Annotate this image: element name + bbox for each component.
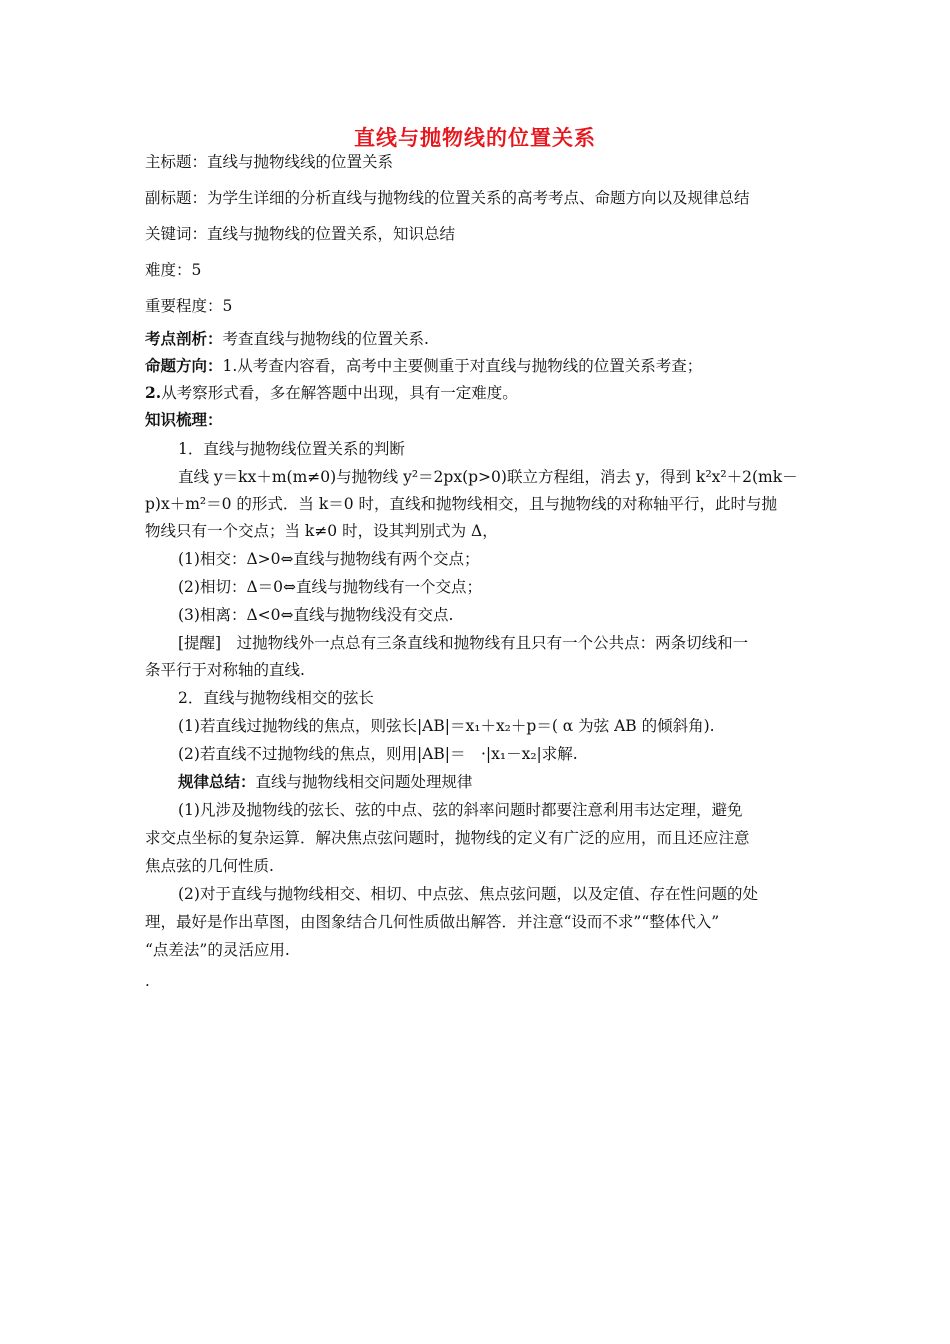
case-intersect: (1)相交：Δ>0⇔直线与抛物线有两个交点；: [178, 550, 480, 568]
section1-para-line1: 直线 y＝kx＋m(m≠0)与抛物线 y²＝2px(p>0)联立方程组，消去 y，得到 k²x²＋2(mk－: [178, 468, 798, 486]
summary2-line2: 理，最好是作出草图，由图象结合几何性质做出解答．并注意“设而不求”“整体代入”: [145, 913, 720, 931]
mingti-2-text: 从考察形式看，多在解答题中出现，具有一定难度。: [161, 384, 518, 402]
chord-case1: (1)若直线过抛物线的焦点，则弦长|AB|＝x₁＋x₂＋p＝( α 为弦 AB 的倾斜角).: [178, 717, 715, 735]
mingti-label: 命题方向：: [145, 356, 223, 375]
summary1-line1: (1)凡涉及抛物线的弦长、弦的中点、弦的斜率问题时都要注意利用韦达定理，避免: [178, 801, 743, 819]
summary2-line1: (2)对于直线与抛物线相交、相切、中点弦、焦点弦问题，以及定值、存在性问题的处: [178, 885, 758, 903]
chord-case2: (2)若直线不过抛物线的焦点，则用|AB|＝ ·|x₁－x₂|求解.: [178, 745, 578, 763]
kaodian-line: [145, 329, 429, 349]
kaodian-text: 考查直线与抛物线的位置关系.: [222, 330, 429, 348]
tip-line2: 条平行于对称轴的直线.: [145, 661, 305, 679]
end-mark: .: [145, 972, 150, 990]
case-tangent: (2)相切：Δ＝0⇔直线与抛物线有一个交点；: [178, 578, 482, 596]
summary1-line3: 焦点弦的几何性质.: [145, 857, 274, 875]
summary2-line3: “点差法”的灵活应用.: [145, 941, 290, 959]
section2-heading: 2．直线与抛物线相交的弦长: [178, 689, 374, 707]
mingti-text: 1.从考查内容看，高考中主要侧重于对直线与抛物线的位置关系考查；: [222, 357, 703, 375]
tip-line1: [提醒] 过抛物线外一点总有三条直线和抛物线有且只有一个公共点：两条切线和一: [178, 634, 749, 652]
mingti-2-line: [145, 383, 518, 403]
summary-text: 直线与抛物线相交问题处理规律: [255, 773, 473, 791]
kaodian-label: 考点剖析：: [145, 329, 223, 348]
main-title-line: 主标题：直线与抛物线线的位置关系: [145, 153, 394, 171]
summary1-line2: 求交点坐标的复杂运算．解决焦点弦问题时，抛物线的定义有广泛的应用，而且还应注意: [145, 829, 750, 847]
mingti-2-label: 2.: [145, 383, 162, 402]
zhishi-label: 知识梳理：: [145, 410, 223, 429]
case-separate: (3)相离：Δ<0⇔直线与抛物线没有交点.: [178, 606, 454, 624]
summary-label: 规律总结：: [178, 772, 256, 791]
page-title: 直线与抛物线的位置关系: [354, 126, 596, 150]
importance-line: 重要程度：5: [145, 297, 233, 315]
mingti-line: [145, 356, 702, 376]
subtitle-line: 副标题：为学生详细的分析直线与抛物线的位置关系的高考考点、命题方向以及规律总结: [145, 189, 750, 207]
section1-para-line3: 物线只有一个交点；当 k≠0 时，设其判别式为 Δ，: [145, 522, 498, 540]
summary-heading: [178, 772, 473, 792]
section1-para-line2: p)x＋m²＝0 的形式．当 k＝0 时，直线和抛物线相交，且与抛物线的对称轴平行，此时与抛: [145, 495, 778, 513]
section1-heading: 1．直线与抛物线位置关系的判断: [178, 440, 405, 458]
keywords-line: 关键词：直线与抛物线的位置关系，知识总结: [145, 225, 456, 243]
difficulty-line: 难度：5: [145, 261, 202, 279]
